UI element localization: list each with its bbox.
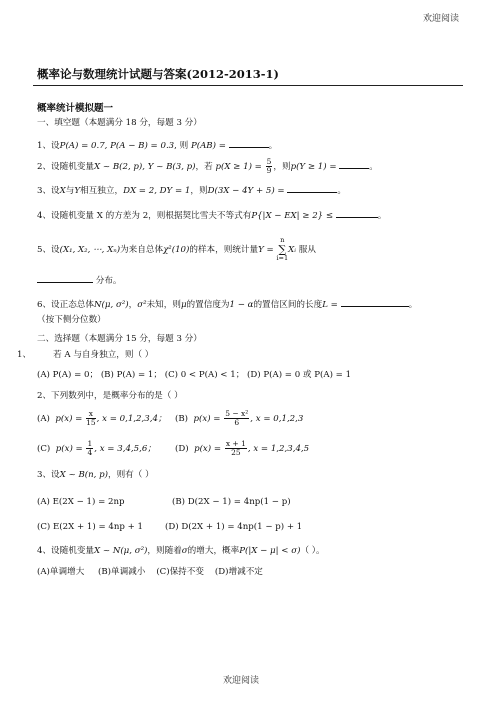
choice-question-2: 2、下列数列中，是概率分布的是（ ）: [37, 391, 183, 401]
answer-blank[interactable]: [339, 159, 369, 169]
question-2: 2、设随机变量X ~ B(2, p), Y ~ B(3, p)，若 p(X ≥ 1) = $\frac{5}{9}$ ，则p(Y ≥ 1) = 。: [37, 157, 378, 175]
answer-blank[interactable]: [341, 297, 409, 307]
choice-2-option-c[interactable]: (C) p(x) = $\frac{1}{4}$ , x = 3,4,5,6；: [37, 439, 156, 457]
option-d[interactable]: (D) P(A) = 0 或 P(A) = 1: [247, 370, 352, 380]
option-b[interactable]: (B)单调减小: [97, 567, 146, 577]
document-title: 概率论与数理统计试题与答案(2012-2013-1): [37, 67, 279, 81]
choice-3-option-c[interactable]: (C) E(2X + 1) = 4np + 1: [37, 522, 144, 532]
fraction: $\frac{5}{9}$: [266, 157, 272, 175]
option-d[interactable]: (D)增减不定: [214, 567, 263, 577]
choice-4-options: [37, 567, 263, 578]
choice-2-option-d[interactable]: (D) p(x) = $\frac{x + 1}{25}$ , x = 1,2,3,4,5: [175, 439, 310, 457]
section-subtitle: 概率统计模拟题一: [37, 103, 114, 114]
option-c[interactable]: (C)保持不变: [156, 567, 204, 577]
question-5: 5、设(X₁, X₂, ⋯, Xₙ)为来自总体χ²(10)的样本，则统计量Y = n ∑ i=1Xᵢ 服从: [37, 236, 316, 262]
question-4: 4、设随机变量 X 的方差为 2，则根据契比雪夫不等式有P{|X − EX| ≥ 2} ≤ 。: [37, 208, 386, 222]
choice-1-options: [37, 370, 351, 381]
choice-3-option-a[interactable]: (A) E(2X − 1) = 2np: [37, 497, 125, 507]
header-text: 欢迎阅读: [423, 14, 460, 24]
answer-blank[interactable]: [287, 183, 337, 193]
footer-text: 欢迎阅读: [223, 676, 260, 686]
choice-3-option-b[interactable]: (B) D(2X − 1) = 4np(1 − p): [172, 497, 291, 507]
choice-3-option-d[interactable]: (D) D(2X + 1) = 4np(1 − p) + 1: [165, 522, 303, 532]
question-6: 6、设正态总体N(μ, σ²)，σ²未知，则μ的置信度为1 − α的置信区间的长度L = 。: [37, 297, 417, 311]
option-a[interactable]: (A) P(A) = 0；: [37, 370, 99, 380]
choice-question-3: 3、设X ~ B(n, p)，则有（ ）: [37, 470, 154, 480]
option-c[interactable]: (C) 0 < P(A) < 1；: [164, 370, 245, 380]
section-1-heading: 一、填空题（本题满分 18 分，每题 3 分）: [37, 118, 202, 128]
question-3: 3、设X与Y相互独立，DX = 2, DY = 1，则D(3X − 4Y + 5) = 。: [37, 183, 346, 197]
choice-question-1: 1、 若 A 与自身独立，则（ ）: [17, 350, 154, 360]
option-b[interactable]: (B) P(A) = 1；: [100, 370, 162, 380]
answer-blank[interactable]: [37, 273, 93, 283]
option-a[interactable]: (A)单调增大: [37, 567, 85, 577]
question-1: 1、设P(A) = 0.7, P(A − B) = 0.3, 则 P(AB) = 。: [37, 138, 277, 152]
choice-2-option-a[interactable]: (A) p(x) = $\frac{x}{15}$ , x = 0,1,2,3,4；: [37, 409, 167, 427]
choice-2-option-b[interactable]: (B) p(x) = $\frac{\text{5 − x²}}{6}$ , x = 0,1,2,3: [175, 409, 304, 427]
summation-symbol: n ∑ i=1: [276, 236, 289, 262]
title-rule: [33, 85, 463, 86]
choice-question-4: 4、设随机变量X ~ N(μ, σ²)，则随着σ的增大，概率P(|X − μ| < σ)（ ）。: [37, 546, 325, 556]
answer-blank[interactable]: [336, 208, 378, 218]
question-6-note: （按下侧分位数）: [37, 315, 106, 325]
answer-blank[interactable]: [229, 138, 269, 148]
question-5-continued: 分布。: [37, 273, 122, 287]
section-2-heading: 二、选择题（本题满分 15 分，每题 3 分）: [37, 334, 202, 344]
